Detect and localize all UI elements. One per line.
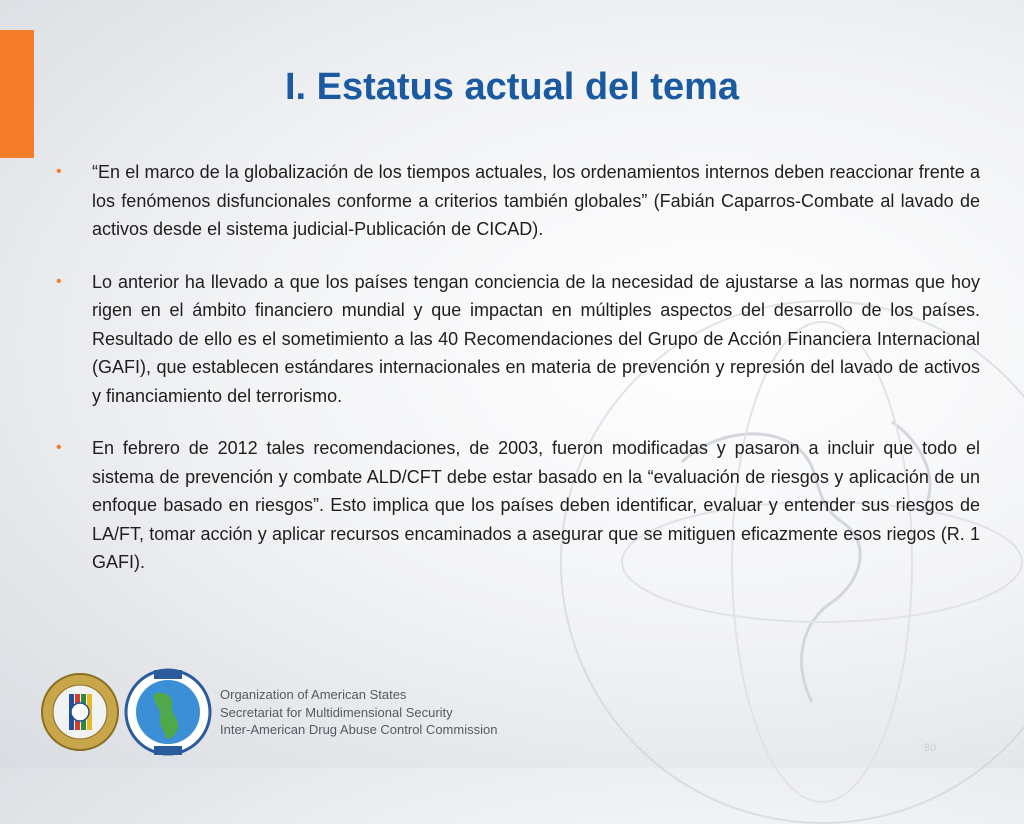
bullet-text: Lo anterior ha llevado a que los países tengan conciencia de la necesidad de ajustarse a las normas que hoy rigen en el ámbito financiero mundial y que impactan en múltiples aspectos del desarrollo de los países. Resultado de ello es el sometimiento a las 40 Recomendaciones del Grupo de Acción Financiera Internacional (GAFI), que establecen estándares internacionales en materia de prevención y represión del lavado de activos y financiamiento del terrorismo. [92,271,980,406]
bullet-list [56,158,980,601]
bullet-icon: • [56,163,62,180]
cicad-globe-logo [124,666,212,758]
page-number: 80 [924,742,937,754]
bullet-icon: • [56,439,62,456]
oas-seal-logo [40,672,120,752]
footer-line-organization: Organization of American States [220,687,407,702]
footer-organization-text [220,686,497,739]
footer-line-secretariat: Secretariat for Multidimensional Security [220,704,453,720]
bullet-item [56,158,980,244]
bullet-text: “En el marco de la globalización de los tiempos actuales, los ordenamientos internos deben reaccionar frente a los fenómenos disfuncionales conforme a criterios también globales” (Fabián Caparros-Combate al lavado de activos desde el sistema judicial-Publicación de CICAD). [92,162,980,239]
bullet-icon: • [56,272,62,290]
bullet-text: En febrero de 2012 tales recomendaciones, de 2003, fueron modificadas y pasaron a incluir que todo el sistema de prevención y combate ALD/CFT debe estar basado en la “evaluación de riesgos y aplicación de un enfoque basado en riesgos”. Esto implica que los países deben identificar, evaluar y entender sus riesgos de LA/FT, tomar acción y aplicar recursos encaminados a asegurar que se mitiguen eficazmente esos riegos (R. 1 GAFI). [92,438,980,572]
slide-title: I. Estatus actual del tema [284,66,740,108]
bullet-item [56,268,980,411]
footer-line-commission: Inter-American Drug Abuse Control Commission [220,722,498,737]
bullet-item [56,434,980,577]
